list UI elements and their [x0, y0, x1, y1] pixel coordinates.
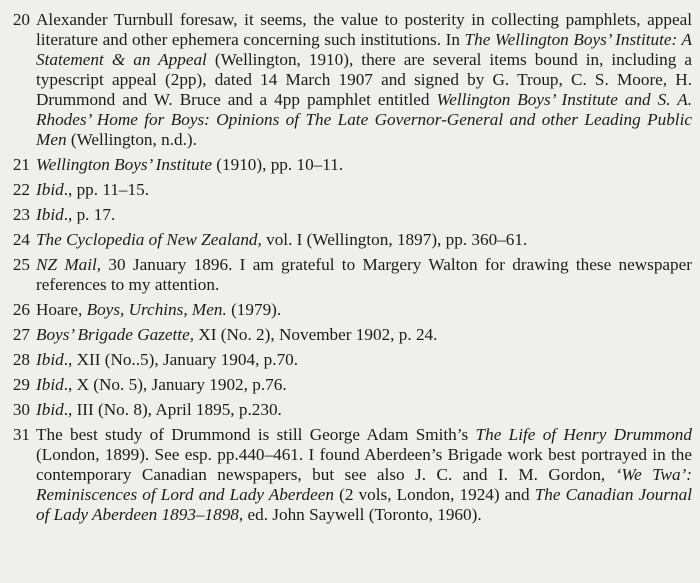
text-run: , ed. John Saywell (Toronto, 1960).	[238, 505, 482, 524]
italic-title: The Canadian Journal of Lady Aberdeen 1893–1898	[36, 485, 692, 524]
text-run: (Wellington, n.d.).	[66, 130, 197, 149]
text-run: (London, 1899). See esp. pp.440–461. I found Aberdeen’s Brigade work best portrayed in the contemporary Canadian newspapers, but see also J. C. and I. M. Gordon,	[36, 445, 692, 484]
footnote-text	[36, 400, 692, 420]
footnote-number: 22	[12, 180, 30, 199]
footnote-30	[0, 400, 692, 420]
italic-title: The Life of Henry Drummond	[475, 425, 692, 444]
footnote-24	[0, 230, 692, 250]
footnote-25	[0, 255, 692, 295]
footnote-28	[0, 350, 692, 370]
footnote-text	[36, 425, 692, 525]
footnote-21	[0, 155, 692, 175]
italic-title: Wellington Boys’ Institute and S. A. Rhodes’ Home for Boys: Opinions of The Late Governor-General and other Leading Public Men	[36, 90, 692, 149]
footnote-number: 31	[12, 425, 30, 444]
text-run: XI (No. 2), November 1902, p. 24.	[194, 325, 438, 344]
footnote-31	[0, 425, 692, 525]
text-run: ., pp. 11–15.	[63, 180, 149, 199]
text-run: ., X (No. 5), January 1902, p.76.	[63, 375, 287, 394]
footnote-29	[0, 375, 692, 395]
italic-title: Ibid	[36, 180, 64, 199]
text-run: (2 vols, London, 1924) and	[334, 485, 535, 504]
footnote-text	[36, 325, 692, 345]
text-run: Hoare,	[36, 300, 87, 319]
footnote-number: 30	[12, 400, 30, 419]
text-run: 30 January 1896. I am grateful to Margery Walton for drawing these newspaper references to my attention.	[36, 255, 693, 294]
text-run: Alexander Turnbull foresaw, it seems, the value to posterity in collecting pamphlets, appeal literature and other ephemera concerning such institutions. In	[36, 10, 692, 49]
footnote-20	[0, 10, 692, 150]
footnote-number: 20	[12, 10, 30, 29]
text-run: ., p. 17.	[63, 205, 116, 224]
text-run: ., III (No. 8), April 1895, p.230.	[63, 400, 282, 419]
text-run: (Wellington, 1910), there are several items bound in, including a typescript appeal (2pp), dated 14 March 1907 and signed by G. Troup, C. S. Moore, H. Drummond and W. Bruce and a 4pp pamphlet entitled	[36, 50, 692, 109]
footnote-text	[36, 10, 692, 150]
footnote-number: 29	[12, 375, 30, 394]
footnote-text	[36, 300, 692, 320]
italic-title: Boys’ Brigade Gazette,	[36, 325, 194, 344]
footnote-text	[36, 375, 692, 395]
footnote-number: 21	[12, 155, 30, 174]
italic-title: The Cyclopedia of New Zealand,	[36, 230, 262, 249]
footnote-27	[0, 325, 692, 345]
footnote-number: 27	[12, 325, 30, 344]
italic-title: The Wellington Boys’ Institute: A Statement & an Appeal	[36, 30, 692, 69]
italic-title: Ibid	[36, 350, 64, 369]
footnote-text	[36, 255, 692, 295]
footnote-number: 23	[12, 205, 30, 224]
footnote-text	[36, 205, 692, 225]
text-run: (1910), pp. 10–11.	[212, 155, 344, 174]
italic-title: NZ Mail,	[36, 255, 102, 274]
footnote-text	[36, 155, 692, 175]
italic-title: Ibid	[36, 205, 64, 224]
italic-title: Ibid	[36, 375, 64, 394]
italic-title: Ibid	[36, 400, 64, 419]
footnote-text	[36, 230, 692, 250]
text-run: The best study of Drummond is still George Adam Smith’s	[36, 425, 476, 444]
italic-title: Boys, Urchins, Men.	[86, 300, 227, 319]
text-run: vol. I (Wellington, 1897), pp. 360–61.	[261, 230, 528, 249]
footnote-22	[0, 180, 692, 200]
footnote-text	[36, 350, 692, 370]
footnote-number: 24	[12, 230, 30, 249]
footnote-23	[0, 205, 692, 225]
footnote-text	[36, 180, 692, 200]
italic-title: Wellington Boys’ Institute	[36, 155, 212, 174]
italic-title: ‘We Twa’: Reminiscences of Lord and Lady Aberdeen	[36, 465, 692, 504]
footnote-26	[0, 300, 692, 320]
text-run: (1979).	[226, 300, 282, 319]
text-run: ., XII (No..5), January 1904, p.70.	[63, 350, 299, 369]
footnote-number: 26	[12, 300, 30, 319]
footnote-number: 25	[12, 255, 30, 274]
footnote-number: 28	[12, 350, 30, 369]
